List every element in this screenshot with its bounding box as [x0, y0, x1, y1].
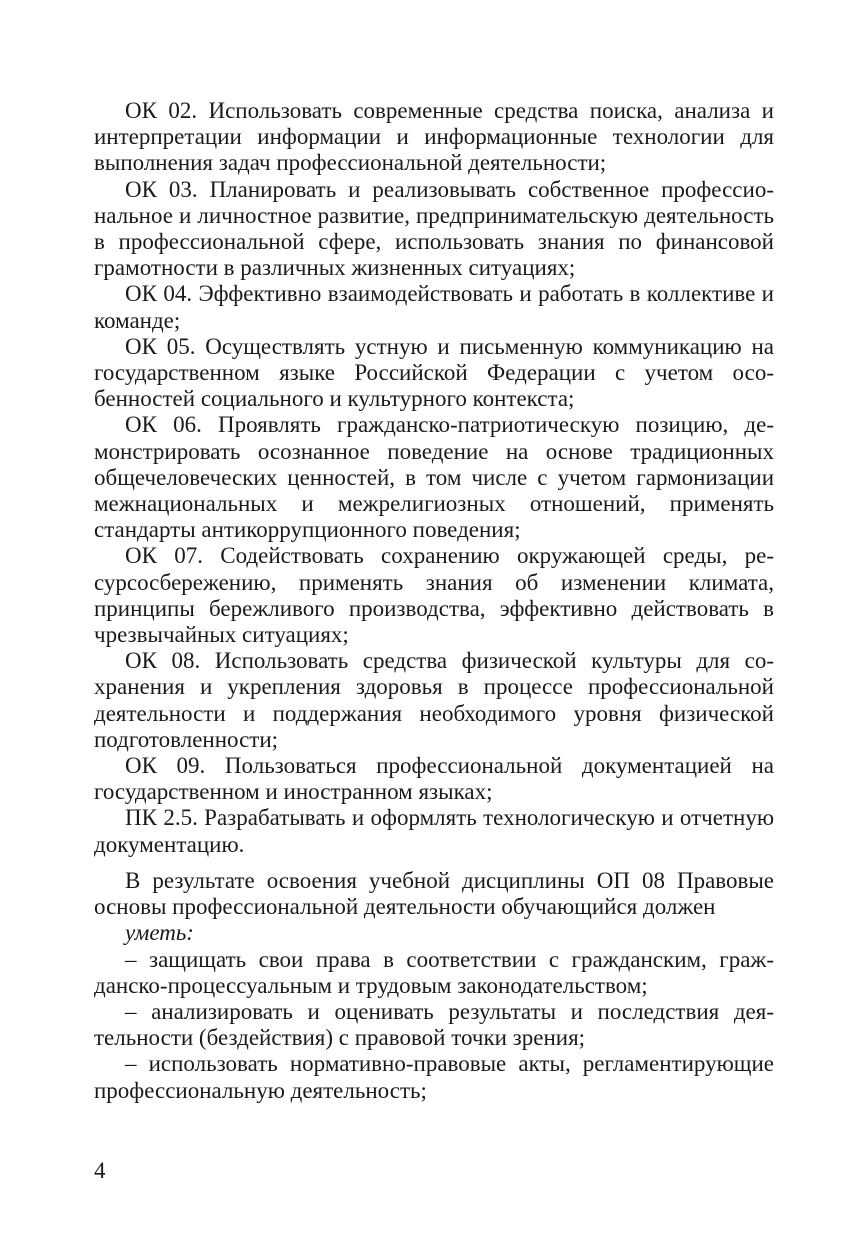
- skill-item: – защищать свои права в соответствии с гражданским, гражданско-процессуальным и трудовым законодательством;: [94, 946, 774, 998]
- page-number: 4: [94, 1158, 106, 1183]
- page-body: [94, 98, 774, 1104]
- paragraph-ok-07: ОК 07. Содействовать сохранению окружающей среды, ресурсосбережению, применять знания об изменении климата, принципы бережливого производства, эффективно действовать в чрезвычайных ситуациях;: [94, 543, 774, 648]
- paragraph-ok-08: ОК 08. Использовать средства физической культуры для сохранения и укрепления здоровья в процессе профессиональной деятельности и поддержания необходимого уровня физической подготовленности;: [94, 648, 774, 752]
- skill-item: – анализировать и оценивать результаты и последствия деятельности (бездействия) с правовой точки зрения;: [94, 998, 774, 1051]
- skills-heading: уметь:: [125, 920, 194, 946]
- paragraph-intro: В результате освоения учебной дисциплины ОП 08 Правовые основы профессиональной деятельности обучающийся должен: [94, 867, 774, 920]
- paragraph-ok-03: ОК 03. Планировать и реализовывать собственное профессиональное и личностное развитие, предпринимательскую деятельность в профессиональной сфере, использовать знания по финансовой грамотности в различных жизненных ситуациях;: [94, 176, 774, 281]
- paragraph-ok-02: ОК 02. Использовать современные средства поиска, анализа и интерпретации информации и информационные технологии для выполнения задач профессиональной деятельности;: [94, 98, 774, 176]
- paragraph-ok-09: ОК 09. Пользоваться профессиональной документацией на государственном и иностранном языках;: [94, 753, 774, 805]
- paragraph-ok-04: ОК 04. Эффективно взаимодействовать и работать в коллективе и команде;: [94, 281, 774, 333]
- paragraph-pk-2-5: ПК 2.5. Разрабатывать и оформлять технологическую и отчетную документацию.: [94, 805, 774, 857]
- paragraph-ok-05: ОК 05. Осуществлять устную и письменную коммуникацию на государственном языке Российской Федерации с учетом особенностей социального и культурного контекста;: [94, 333, 774, 412]
- paragraph-ok-06: ОК 06. Проявлять гражданско-патриотическую позицию, демонстрировать осознанное поведение на основе традиционных общечеловеческих ценностей, в том числе с учетом гармонизации межнациональных и межрелигиозных отношений, применять стандарты антикоррупционного поведения;: [94, 412, 774, 543]
- skill-item: – использовать нормативно-правовые акты, регламентирующие профессиональную деятельность;: [94, 1051, 774, 1103]
